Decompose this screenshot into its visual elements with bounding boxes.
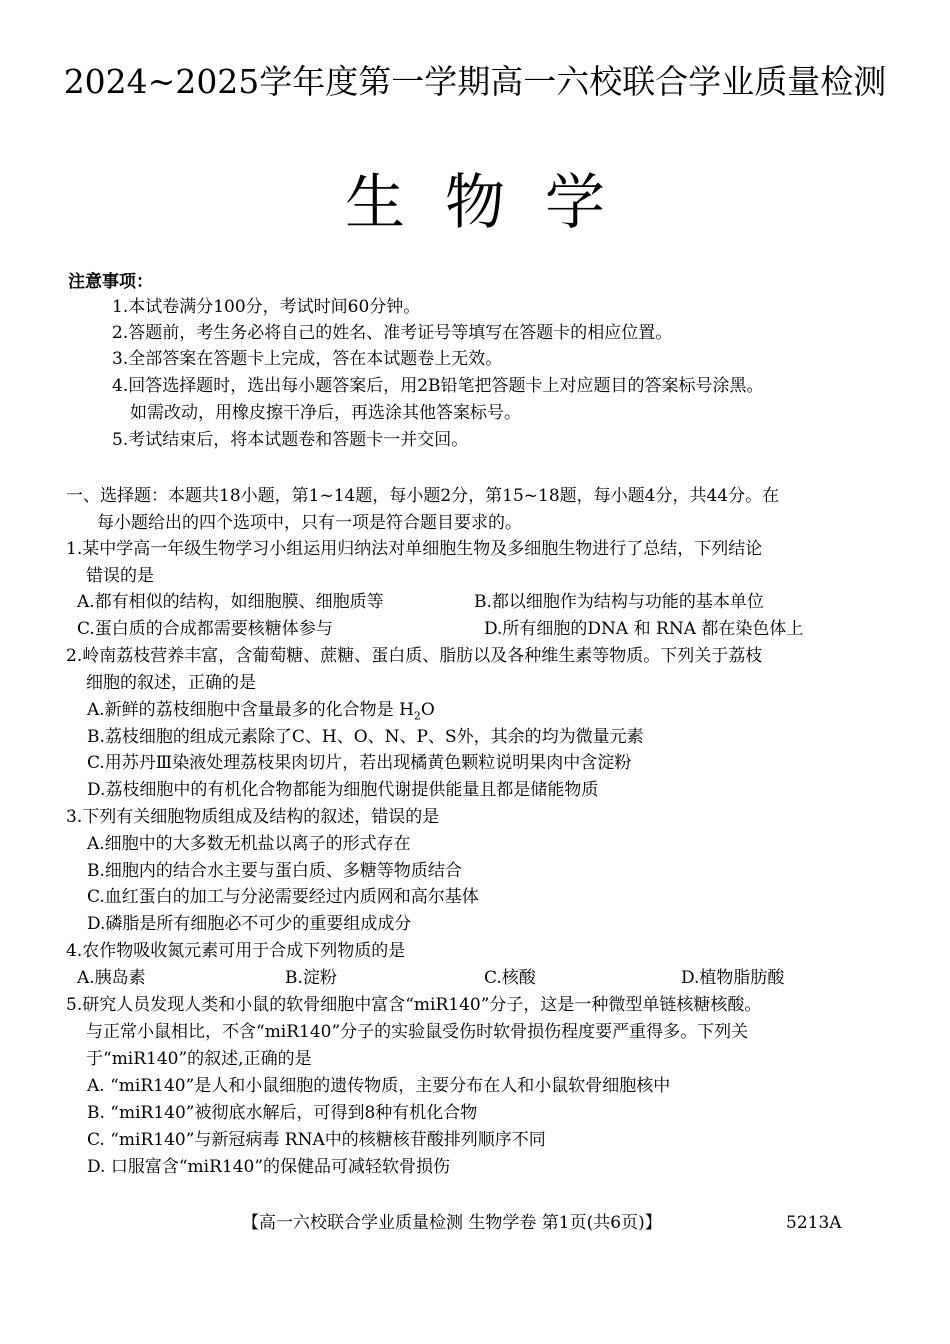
q3-option-a: A.细胞中的大多数无机盐以离子的形式存在 — [87, 834, 411, 854]
section-intro: 一、选择题：本题共18小题，第1~14题，每小题2分，第15~18题，每小题4分，共44分。在 — [66, 486, 780, 506]
question-5-stem: 与正常小鼠相比，不含“miR140”分子的实验鼠受伤时软骨损伤程度要严重得多。下列关 — [86, 1022, 749, 1042]
q3-option-b: B.细胞内的结合水主要与蛋白质、多糖等物质结合 — [87, 861, 462, 881]
question-5-stem: 5.研究人员发现人类和小鼠的软骨细胞中富含“miR140”分子，这是一种微型单链核糖核酸。 — [66, 995, 762, 1015]
q2-option-b: B.荔枝细胞的组成元素除了C、H、O、N、P、S外，其余的均为微量元素 — [87, 727, 644, 747]
q5-option-d: D. 口服富含“miR140”的保健品可减轻软骨损伤 — [87, 1157, 451, 1177]
section-intro: 每小题给出的四个选项中，只有一项是符合题目要求的。 — [97, 513, 522, 533]
question-4-stem: 4.农作物吸收氮元素可用于合成下列物质的是 — [66, 941, 406, 961]
q1-option-c: C.蛋白质的合成都需要核糖体参与 — [77, 619, 333, 639]
footer-page-info: 【高一六校联合学业质量检测 生物学卷 第1页(共6页)】 — [242, 1213, 662, 1233]
question-3-stem: 3.下列有关细胞物质组成及结构的叙述，错误的是 — [66, 807, 440, 827]
q1-option-d: D.所有细胞的DNA 和 RNA 都在染色体上 — [484, 619, 804, 639]
notice-item: 1.本试卷满分100分，考试时间60分钟。 — [112, 297, 421, 317]
q5-option-c: C. “miR140”与新冠病毒 RNA中的核糖核苷酸排列顺序不同 — [87, 1130, 546, 1150]
q5-option-b: B. “miR140”被彻底水解后，可得到8种有机化合物 — [87, 1103, 478, 1123]
footer-code: 5213A — [786, 1213, 842, 1233]
q2-option-a-subscript: 2 — [413, 709, 421, 723]
q4-option-c: C.核酸 — [484, 968, 536, 988]
notice-title: 注意事项： — [68, 272, 153, 292]
notice-item: 4.回答选择题时，选出每小题答案后，用2B铅笔把答题卡上对应题目的答案标号涂黑。 — [112, 376, 764, 396]
q3-option-d: D.磷脂是所有细胞必不可少的重要组成成分 — [87, 914, 412, 934]
q2-option-c: C.用苏丹Ⅲ染液处理荔枝果肉切片，若出现橘黄色颗粒说明果肉中含淀粉 — [87, 753, 632, 773]
question-1-stem: 错误的是 — [86, 566, 154, 586]
q2-option-a-text: A.新鲜的荔枝细胞中含量最多的化合物是 H — [87, 700, 414, 720]
q1-option-b: B.都以细胞作为结构与功能的基本单位 — [474, 592, 764, 612]
q5-option-a: A. “miR140”是人和小鼠细胞的遗传物质，主要分布在人和小鼠软骨细胞核中 — [87, 1076, 671, 1096]
subject-title: 生物学 — [345, 168, 645, 238]
exam-title: 2024~2025学年度第一学期高一六校联合学业质量检测 — [63, 62, 887, 101]
question-1-stem: 1.某中学高一年级生物学习小组运用归纳法对单细胞生物及多细胞生物进行了总结，下列结论 — [66, 539, 763, 559]
notice-item: 2.答题前，考生务必将自己的姓名、准考证号等填写在答题卡的相应位置。 — [112, 323, 673, 343]
q3-option-c: C.血红蛋白的加工与分泌需要经过内质网和高尔基体 — [87, 887, 479, 907]
q1-option-a: A.都有相似的结构，如细胞膜、细胞质等 — [77, 592, 384, 612]
q2-option-a — [87, 699, 435, 727]
q4-option-d: D.植物脂肪酸 — [681, 968, 785, 988]
question-5-stem: 于“miR140”的叙述,正确的是 — [86, 1049, 312, 1069]
q4-option-b: B.淀粉 — [285, 968, 337, 988]
notice-item: 3.全部答案在答题卡上完成，答在本试题卷上无效。 — [112, 349, 503, 369]
q2-option-d: D.荔枝细胞中的有机化合物都能为细胞代谢提供能量且都是储能物质 — [87, 780, 599, 800]
notice-item: 如需改动，用橡皮擦干净后，再选涂其他答案标号。 — [130, 403, 521, 423]
notice-item: 5.考试结束后，将本试题卷和答题卡一并交回。 — [112, 430, 469, 450]
question-2-stem: 2.岭南荔枝营养丰富，含葡萄糖、蔗糖、蛋白质、脂肪以及各种维生素等物质。下列关于荔枝 — [66, 646, 763, 666]
q2-option-a-suffix: O — [420, 700, 435, 720]
question-2-stem: 细胞的叙述，正确的是 — [86, 673, 256, 693]
q4-option-a: A.胰岛素 — [77, 968, 146, 988]
